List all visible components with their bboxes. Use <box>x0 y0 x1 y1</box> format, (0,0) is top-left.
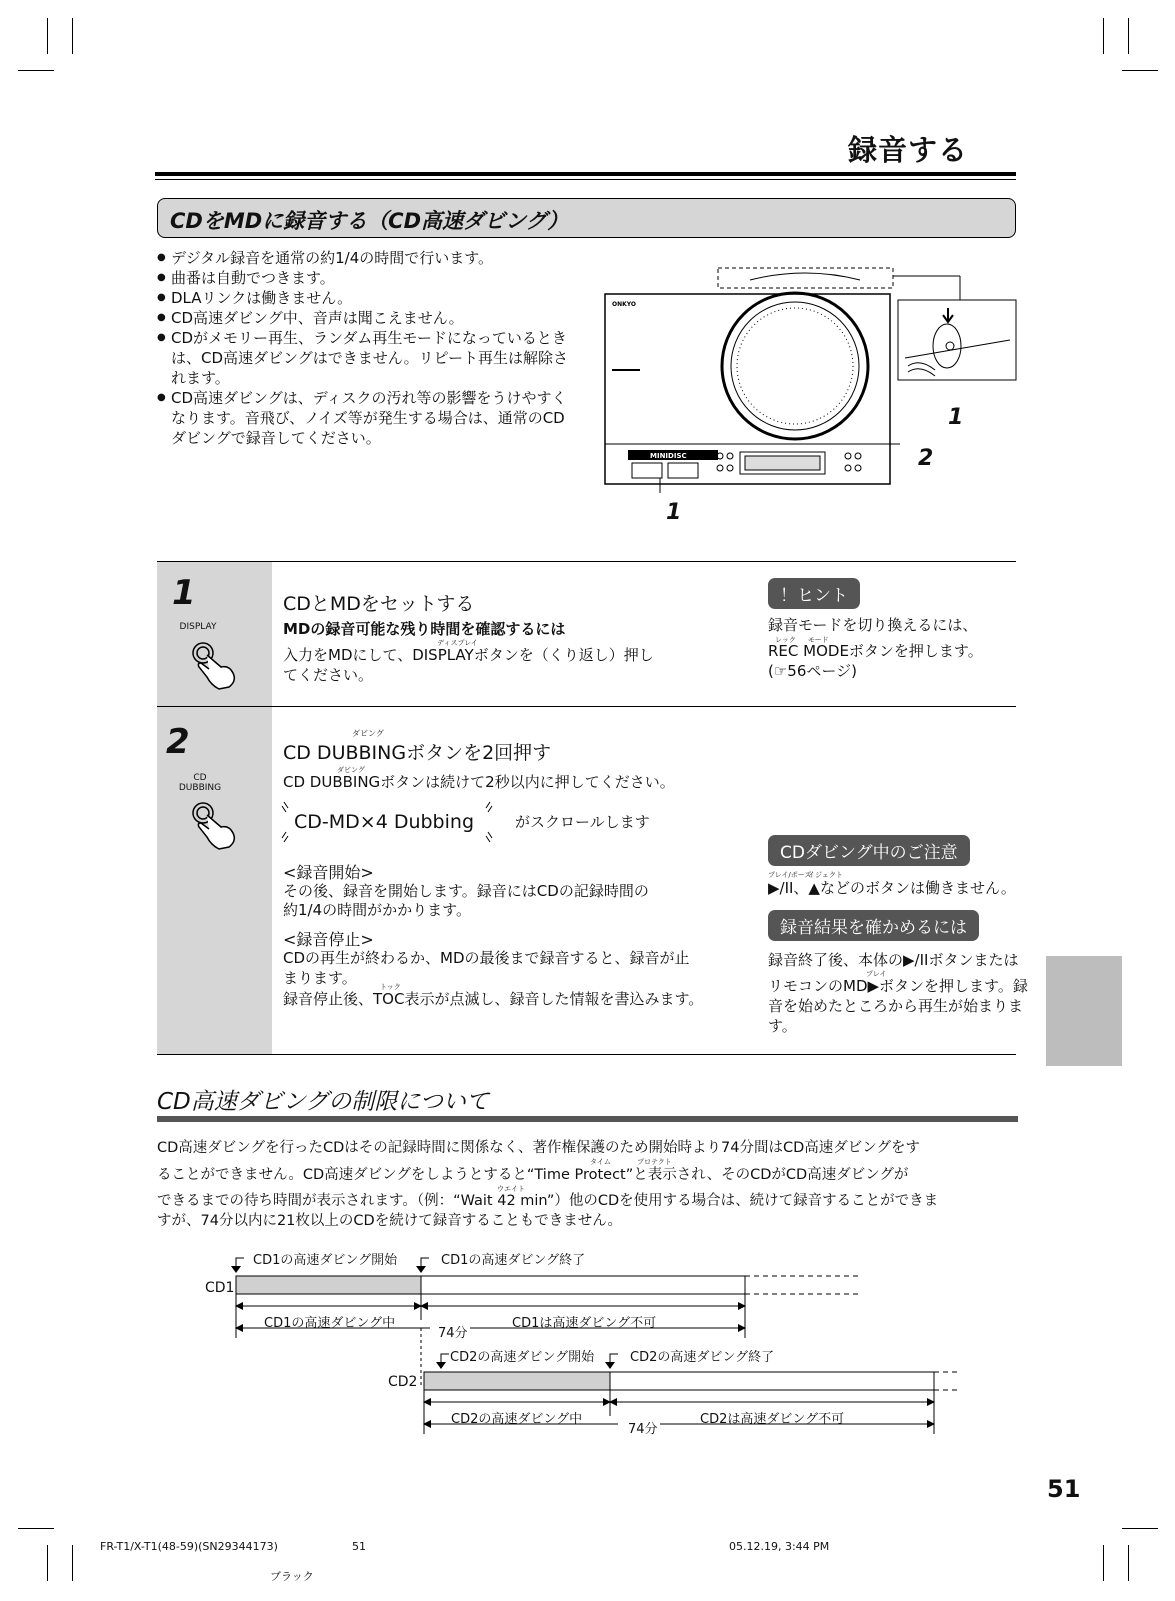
notes-list <box>157 248 577 448</box>
step-title: CD DUBBINGボタンを2回押す <box>283 742 552 764</box>
crop-mark <box>1103 18 1104 54</box>
step-body: てください。 <box>283 666 374 684</box>
limits-text: CD高速ダビングを行ったCDはその記録時間に関係なく、著作権保護のため開始時より74分間はCD高速ダビングをす <box>157 1140 920 1156</box>
step-title: CDとMDをセットする <box>283 593 475 615</box>
md-label: MINIDISC <box>650 452 687 460</box>
step-number: 2 <box>166 722 190 762</box>
crop-mark <box>47 18 48 54</box>
crop-mark <box>1122 70 1158 71</box>
confirm-text: 録音終了後、本体の▶/IIボタンまたは <box>768 951 1019 969</box>
cd2-during-label: CD2の高速ダビング中 <box>451 1412 583 1427</box>
rec-start-heading: <録音開始> <box>283 863 374 882</box>
limits-title: CD高速ダビングの制限について <box>157 1089 489 1115</box>
cd2-label: CD2 <box>388 1374 418 1390</box>
ruby-play-pause: プレイ/ポーズ <box>768 871 812 879</box>
hint-text: (☞56ページ) <box>768 662 857 680</box>
callout-number: 2 <box>918 446 934 471</box>
hand-press-icon <box>185 797 245 852</box>
section-title: CDをMDに録音する（CD高速ダビング） <box>170 209 569 233</box>
cd1-end-label: CD1の高速ダビング終了 <box>441 1253 586 1268</box>
cd1-during-label: CD1の高速ダビング中 <box>264 1316 396 1331</box>
device-illustration <box>590 258 1030 528</box>
callout-number: 1 <box>948 405 964 430</box>
footer-date: 05.12.19, 3:44 PM <box>729 1540 830 1553</box>
callout-number: 1 <box>666 500 682 525</box>
steps-rule <box>157 561 1016 562</box>
rec-stop-heading: <録音停止> <box>283 930 374 949</box>
cd2-minutes-label: 74分 <box>628 1422 658 1437</box>
display-button-label: DISPLAY <box>179 622 217 632</box>
cd1-unable-label: CD1は高速ダビング不可 <box>512 1316 657 1331</box>
crop-mark <box>18 70 54 71</box>
footer-color: ブラック <box>270 1570 314 1583</box>
cd2-unable-label: CD2は高速ダビング不可 <box>700 1412 845 1427</box>
step-number: 1 <box>172 573 196 613</box>
hint-badge: ！ヒント <box>768 578 860 609</box>
caution-badge: CDダビング中のご注意 <box>768 835 970 866</box>
cd1-start-label: CD1の高速ダビング開始 <box>253 1253 398 1268</box>
step-body: 入力をMDにして、DISPLAYボタンを（くり返し）押し <box>283 646 654 664</box>
note-item: ● CDがメモリー再生、ランダム再生モードになっているときは、CD高速ダビングはできません。リピート再生は解除されます。 <box>157 328 577 388</box>
step-body: CD DUBBINGボタンは続けて2秒以内に押してください。 <box>283 773 675 791</box>
rec-start-text: 約1/4の時間がかかります。 <box>283 901 471 919</box>
ruby-wait: ウエイト <box>497 1185 525 1193</box>
limits-rule <box>157 1116 1018 1122</box>
caution-text: ▶/II、▲などのボタンは働きません。 <box>768 879 1016 897</box>
note-item: ● CD高速ダビング中、音声は聞こえません。 <box>157 308 577 328</box>
steps-rule <box>157 1054 1016 1055</box>
note-item: ● CD高速ダビングは、ディスクの汚れ等の影響をうけやすくなります。音飛び、ノイズ等が発生する場合は、通常のCDダビングで録音してください。 <box>157 388 577 448</box>
confirm-badge: 録音結果を確かめるには <box>768 910 979 941</box>
footer-page: 51 <box>352 1540 366 1553</box>
crop-mark <box>18 1528 54 1529</box>
rec-stop-text: 録音停止後、TOC表示が点滅し、録音した情報を書込みます。 <box>283 990 704 1008</box>
crop-mark <box>1122 1528 1158 1529</box>
ruby-eject: イジェクト <box>808 871 843 879</box>
ruby-mode: モード <box>808 636 829 644</box>
crop-mark <box>47 1545 48 1581</box>
footer-file: FR-T1/X-T1(48-59)(SN29344173) <box>100 1540 278 1553</box>
note-item: ● 曲番は自動でつきます。 <box>157 268 577 288</box>
scroll-text: がスクロールします <box>515 813 650 831</box>
note-item: ● デジタル録音を通常の約1/4の時間で行います。 <box>157 248 577 268</box>
confirm-text: リモコンのMD▶ボタンを押します。録 <box>768 977 1028 995</box>
header-rule <box>155 172 1016 176</box>
ruby-play: プレイ <box>866 970 887 978</box>
ruby-dubbing: ダビング <box>352 729 384 738</box>
hand-press-icon <box>185 637 245 692</box>
ruby-display: ディスプレイ <box>437 639 478 647</box>
header-rule-thin <box>155 179 1016 180</box>
page-title: 録音する <box>847 133 968 167</box>
crop-mark <box>1128 18 1129 54</box>
limits-text: ることができません。CD高速ダビングをしようとすると“Time Protect”と表示され、そのCDがCD高速ダビングが <box>157 1167 909 1183</box>
display-readout: CD-MD×4 Dubbing <box>294 811 474 833</box>
cd-dubbing-button-label: DUBBING <box>178 783 222 793</box>
rec-start-text: その後、録音を開始します。録音にはCDの記録時間の <box>283 882 649 900</box>
crop-mark <box>72 1545 73 1581</box>
step-subheading: MDの録音可能な残り時間を確認するには <box>283 620 566 638</box>
note-item: ● DLAリンクは働きません。 <box>157 288 577 308</box>
ruby-dubbing: ダビング <box>337 766 365 774</box>
limits-text: できるまでの待ち時間が表示されます。（例：“Wait 42 min”）他のCDを使用する場合は、続けて録音することができま <box>157 1193 939 1209</box>
cd1-minutes-label: 74分 <box>438 1326 468 1341</box>
timing-diagram <box>200 1248 990 1448</box>
hint-text: 録音モードを切り換えるには、 <box>768 616 978 634</box>
ruby-toc: トック <box>380 983 401 991</box>
hint-text: REC MODEボタンを押します。 <box>768 642 983 660</box>
crop-mark <box>1128 1545 1129 1581</box>
chapter-tab <box>1046 956 1122 1066</box>
limits-text: すが、74分以内に21枚以上のCDを続けて録音することもできません。 <box>157 1213 623 1229</box>
ruby-time: タイム <box>590 1158 611 1166</box>
cd2-start-label: CD2の高速ダビング開始 <box>450 1350 595 1365</box>
rec-stop-text: CDの再生が終わるか、MDの最後まで録音すると、録音が止 <box>283 949 690 967</box>
page-number: 51 <box>1047 1475 1081 1503</box>
confirm-text: す。 <box>768 1017 797 1035</box>
crop-mark <box>72 18 73 54</box>
confirm-text: 音を始めたところから再生が始まりま <box>768 997 1024 1015</box>
rec-stop-text: まります。 <box>283 969 357 987</box>
ruby-rec: レック <box>775 636 796 644</box>
steps-rule <box>157 706 1016 707</box>
ruby-protect: プロテクト <box>637 1158 672 1166</box>
crop-mark <box>1103 1545 1104 1581</box>
cd-dubbing-button-label: CD <box>193 773 207 783</box>
cd1-label: CD1 <box>205 1280 235 1296</box>
brand-logo: ONKYO <box>612 301 637 308</box>
cd2-end-label: CD2の高速ダビング終了 <box>630 1350 775 1365</box>
